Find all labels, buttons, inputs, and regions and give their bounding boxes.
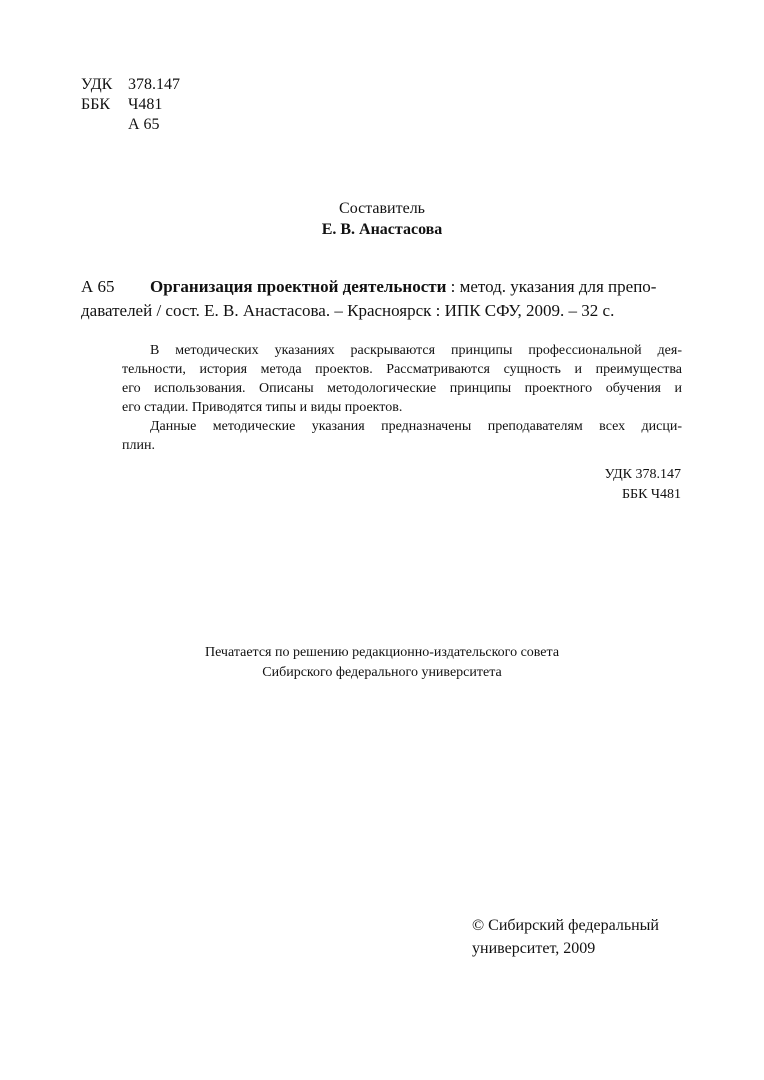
abstract-line: плин. [122,438,155,453]
udk-right: УДК 378.147 [604,467,681,482]
compiler-name: Е. В. Анастасова [321,221,443,238]
publication-note-line-1: Печатается по решению редакционно-издательского совета [204,645,560,660]
abstract-line: его использования. Описаны методологические принципы проектного обучения и [122,381,682,396]
bbk-row [81,95,201,115]
udk-row [81,75,201,95]
abstract [122,341,682,455]
copyright-line-1: © Сибирский федеральный [472,917,659,934]
udk-value: 378.147 [128,76,180,93]
author-sign-code: А 65 [128,116,160,133]
book-title: Организация проектной деятельности [150,277,447,296]
abstract-line: В методических указаниях раскрываются принципы профессиональной дея- [150,343,682,358]
entry-line-1-rest: : метод. указания для препо- [446,277,657,296]
entry-line-2: давателей / сост. Е. В. Анастасова. – Красноярск : ИПК СФУ, 2009. – 32 с. [81,301,615,320]
udk-label: УДК [81,76,113,93]
copyright-line-2: университет, 2009 [472,940,596,957]
copyright [472,914,659,960]
classification-right [605,465,681,505]
entry-line-1 [150,277,656,297]
abstract-line: Данные методические указания предназначены преподавателям всех дисци- [150,419,682,434]
publication-note-line-2: Сибирского федерального университета [262,665,502,680]
author-sign-row [81,115,201,135]
compiler-label: Составитель [339,200,425,217]
header-codes [81,75,201,135]
abstract-line: тельности, история метода проектов. Рассматриваются сущность и преимущества [122,362,682,377]
entry-author-sign: А 65 [81,277,115,296]
abstract-line: его стадии. Приводятся типы и виды проектов. [122,400,403,415]
bbk-value: Ч481 [128,96,163,113]
bbk-right: ББК Ч481 [621,487,681,502]
bbk-label: ББК [81,96,111,113]
